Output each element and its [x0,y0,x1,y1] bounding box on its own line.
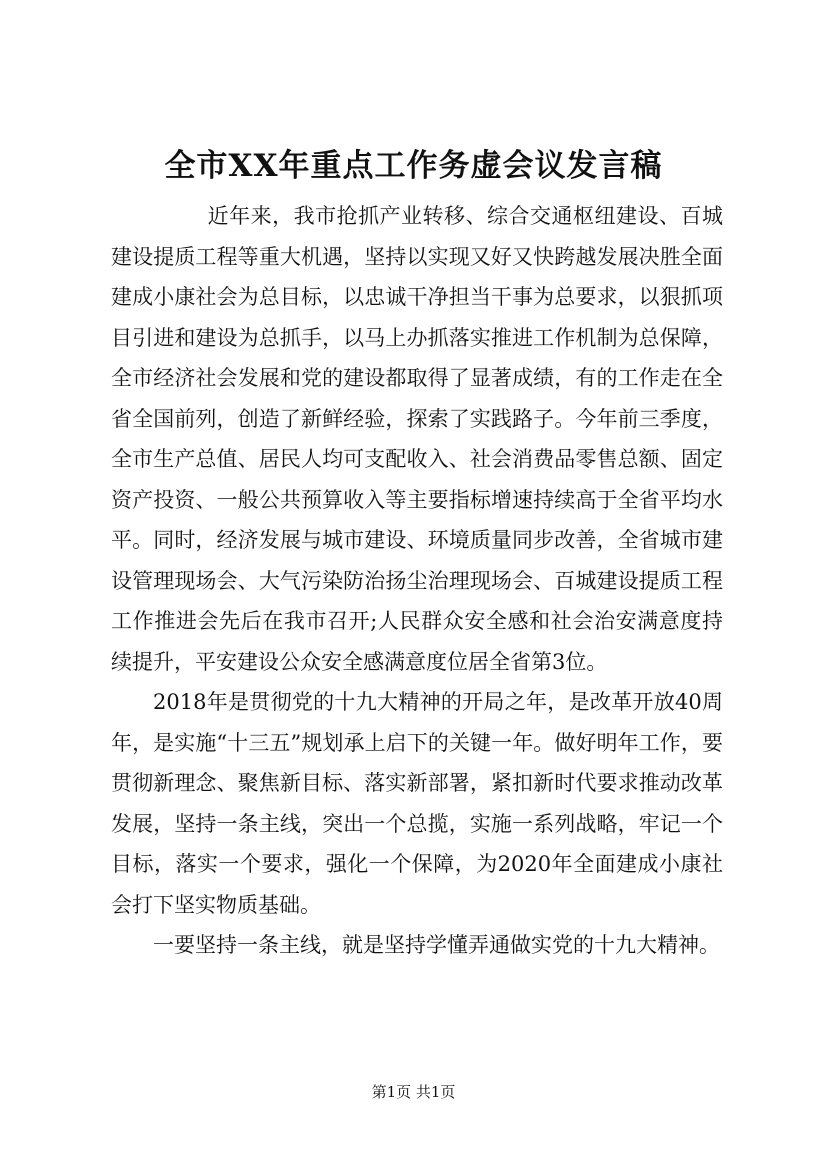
document-title: 全市XX年重点工作务虚会议发言稿 [164,148,663,184]
paragraph-2: 2018年是贯彻党的十九大精神的开局之年，是改革开放40周年，是实施“十三五”规划承上启下的关键一年。做好明年工作，要贯彻新理念、聚焦新目标、落实新部署，紧扣新时代要求推动改革发展，坚持一条主线，突出一个总揽，实施一系列战略，牢记一个目标，落实一个要求，强化一个保障，为2020年全面建成小康社会打下坚实物质基础。 [111,690,723,917]
page-footer: 第1页 共1页 [371,1083,456,1101]
document-body [111,196,723,966]
paragraph-1: 近年来，我市抢抓产业转移、综合交通枢纽建设、百城建设提质工程等重大机遇，坚持以实现又好又快跨越发展决胜全面建成小康社会为总目标，以忠诚干净担当干事为总要求，以狠抓项目引进和建设为总抓手，以马上办抓落实推进工作机制为总保障，全市经济社会发展和党的建设都取得了显著成绩，有的工作走在全省全国前列，创造了新鲜经验，探索了实践路子。今年前三季度，全市生产总值、居民人均可支配收入、社会消费品零售总额、固定资产投资、一般公共预算收入等主要指标增速持续高于全省平均水平。同时，经济发展与城市建设、环境质量同步改善，全省城市建设管理现场会、大气污染防治扬尘治理现场会、百城建设提质工程工作推进会先后在我市召开;人民群众安全感和社会治安满意度持续提升，平安建设公众安全感满意度位居全省第3位。 [111,204,723,674]
paragraph-3: 一要坚持一条主线，就是坚持学懂弄通做实党的十九大精神。 [153,933,720,957]
